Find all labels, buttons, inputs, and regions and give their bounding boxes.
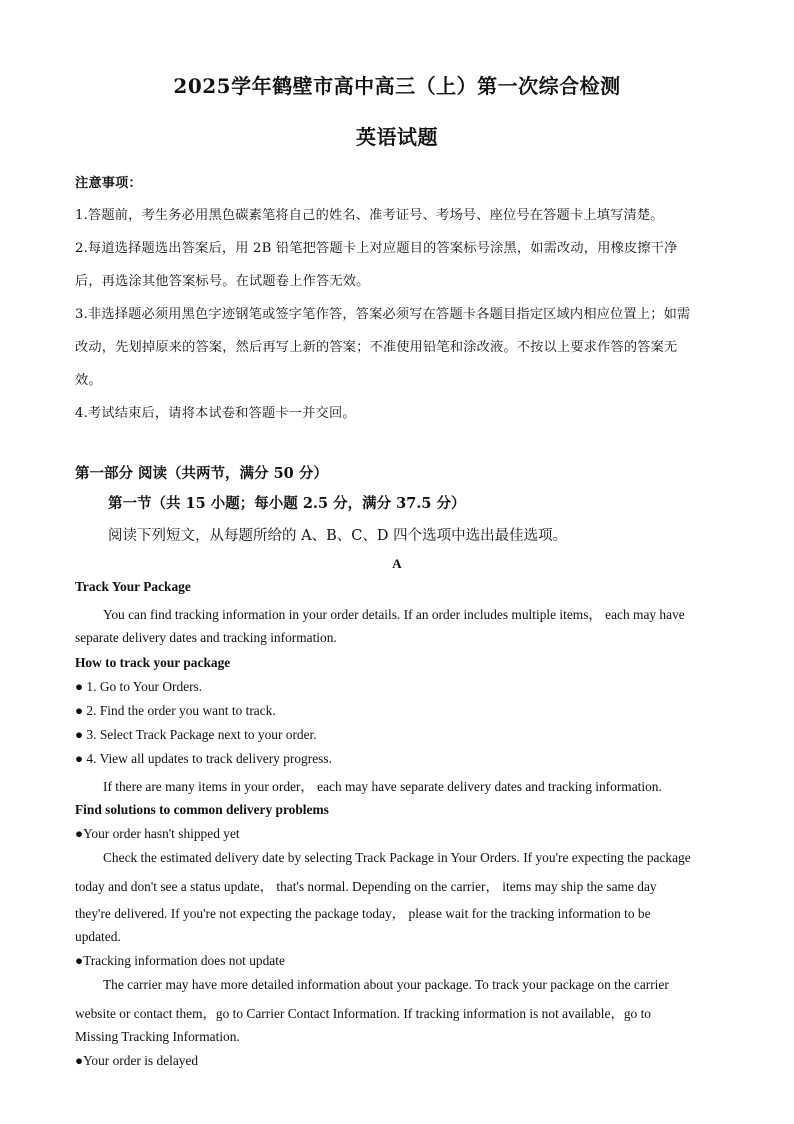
problem-3-heading: ●Your order is delayed: [75, 1053, 199, 1068]
step-4: ● 4. View all updates to track delivery progress.: [75, 751, 332, 766]
problem-2-line-1: The carrier may have more detailed information about your package. To track your package on the carrier: [103, 977, 669, 992]
passage-title: Track Your Package: [75, 579, 191, 594]
notice-line-5: 改动，先划掉原来的答案，然后再写上新的答案；不准使用铅笔和涂改液。不按以上要求作答的答案无: [75, 340, 678, 355]
notice-line-2: 2.每道选择题选出答案后，用 2B 铅笔把答题卡上对应题目的答案标号涂黑，如需改动，用橡皮擦干净: [75, 241, 678, 256]
problem-2-heading: ●Tracking information does not update: [75, 953, 285, 968]
problem-2-line-2: website or contact them，go to Carrier Contact Information. If tracking information is not available，go to: [75, 1006, 652, 1021]
section1-heading: 第一节（共 15 小题；每小题 2.5 分，满分 37.5 分）: [108, 495, 466, 512]
solutions-heading: Find solutions to common delivery problems: [75, 802, 329, 817]
multi-item-note: If there are many items in your order， each may have separate delivery dates and tracking information.: [103, 779, 662, 794]
intro-line-1: You can find tracking information in your order details. If an order includes multiple items， each may have: [103, 607, 685, 622]
problem-1-line-2: today and don't see a status update， that's normal. Depending on the carrier， items may ship the same day: [75, 879, 657, 894]
part1-heading: 第一部分 阅读（共两节，满分 50 分）: [75, 465, 328, 482]
problem-1-heading: ●Your order hasn't shipped yet: [75, 826, 240, 841]
exam-subtitle: 英语试题: [356, 125, 438, 149]
intro-line-2: separate delivery dates and tracking information.: [75, 630, 337, 645]
step-1: ● 1. Go to Your Orders.: [75, 679, 203, 694]
section1-instruction: 阅读下列短文，从每题所给的 A、B、C、D 四个选项中选出最佳选项。: [108, 528, 568, 544]
step-3: ● 3. Select Track Package next to your order.: [75, 727, 317, 742]
exam-title: 2025学年鹤壁市高中高三（上）第一次综合检测: [173, 74, 621, 98]
problem-1-line-1: Check the estimated delivery date by selecting Track Package in Your Orders. If you're expecting the package: [103, 850, 691, 865]
step-2: ● 2. Find the order you want to track.: [75, 703, 276, 718]
howto-heading: How to track your package: [75, 655, 231, 670]
problem-2-line-3: Missing Tracking Information.: [75, 1029, 240, 1044]
notice-line-7: 4.考试结束后，请将本试卷和答题卡一并交回。: [75, 406, 356, 421]
notice-line-6: 效。: [75, 373, 102, 388]
problem-1-line-4: updated.: [75, 929, 121, 944]
notice-line-1: 1.答题前，考生务必用黑色碳素笔将自己的姓名、准考证号、考场号、座位号在答题卡上填写清楚。: [75, 208, 664, 223]
notice-line-3: 后，再选涂其他答案标号。在试题卷上作答无效。: [75, 274, 370, 289]
notice-heading: 注意事项：: [75, 176, 142, 191]
passage-letter: A: [392, 556, 402, 571]
notice-line-4: 3.非选择题必须用黑色字迹钢笔或签字笔作答，答案必须写在答题卡各题目指定区域内相应位置上；如需: [75, 307, 691, 322]
problem-1-line-3: they're delivered. If you're not expecting the package today， please wait for the tracking information to be: [75, 906, 651, 921]
